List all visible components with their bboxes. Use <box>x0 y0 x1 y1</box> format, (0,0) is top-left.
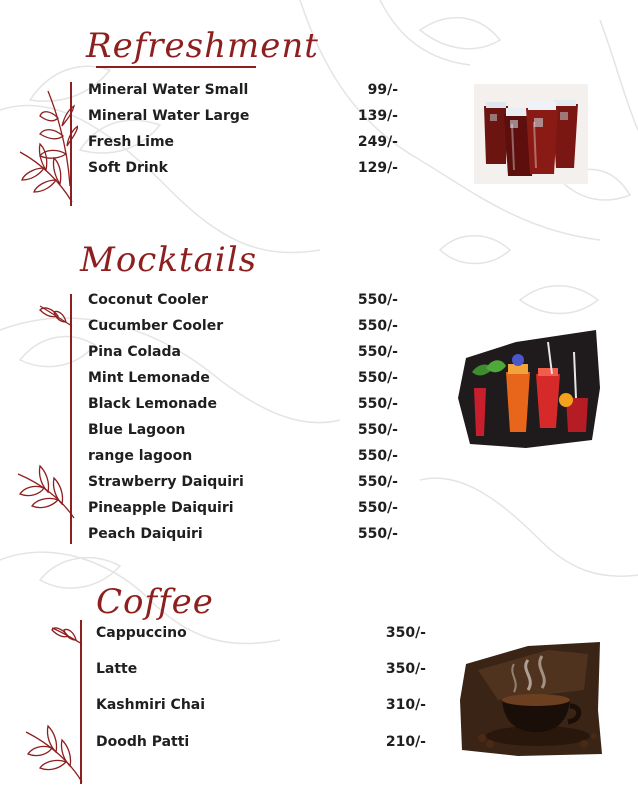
menu-item-name: Kashmiri Chai <box>96 697 206 713</box>
menu-item-name: Cappuccino <box>96 625 187 641</box>
leaf-sprig-icon <box>22 714 86 784</box>
menu-item-price: 99/- <box>367 82 398 98</box>
menu-item-name: Doodh Patti <box>96 734 190 750</box>
leaf-sprig-icon <box>16 122 76 202</box>
mocktail-glasses-image <box>456 328 602 450</box>
menu-item-price: 249/- <box>357 134 398 150</box>
menu-item-name: Pina Colada <box>88 344 181 360</box>
leaf-sprig-icon <box>38 296 74 330</box>
menu-item-price: 550/- <box>357 292 398 308</box>
menu-item-name: Mineral Water Large <box>88 108 250 124</box>
menu-item-price: 550/- <box>357 500 398 516</box>
menu-item-name: Strawberry Daiquiri <box>88 474 244 490</box>
menu-item-name: Latte <box>96 661 138 677</box>
menu-item-price: 350/- <box>385 625 426 641</box>
menu-item-name: Cucumber Cooler <box>88 318 224 334</box>
menu-item-price: 550/- <box>357 370 398 386</box>
menu-item-price: 550/- <box>357 344 398 360</box>
coffee-cup-image <box>458 640 604 758</box>
menu-item-name: Fresh Lime <box>88 134 175 150</box>
menu-item-price: 129/- <box>357 160 398 176</box>
menu-item-name: Peach Daiquiri <box>88 526 203 542</box>
menu-item-price: 210/- <box>385 734 426 750</box>
menu-item-name: Black Lemonade <box>88 396 217 412</box>
menu-item-price: 139/- <box>357 108 398 124</box>
leaf-sprig-icon <box>14 454 78 520</box>
menu-item-price: 550/- <box>357 526 398 542</box>
refreshment-title: Refreshment <box>86 26 319 66</box>
menu-item-name: Soft Drink <box>88 160 168 176</box>
menu-item-name: range lagoon <box>88 448 193 464</box>
coffee-title: Coffee <box>96 582 214 622</box>
leaf-sprig-icon <box>50 618 84 648</box>
menu-item-name: Pineapple Daiquiri <box>88 500 234 516</box>
menu-item-price: 550/- <box>357 422 398 438</box>
menu-item-name: Mineral Water Small <box>88 82 249 98</box>
mocktails-title: Mocktails <box>80 240 258 280</box>
cola-glasses-image <box>474 84 588 184</box>
menu-item-price: 350/- <box>385 661 426 677</box>
menu-item-price: 550/- <box>357 448 398 464</box>
menu-item-price: 550/- <box>357 474 398 490</box>
menu-item-name: Coconut Cooler <box>88 292 209 308</box>
menu-item-price: 550/- <box>357 396 398 412</box>
menu-item-price: 550/- <box>357 318 398 334</box>
menu-item-price: 310/- <box>385 697 426 713</box>
refreshment-title-underline <box>96 66 256 68</box>
menu-item-name: Blue Lagoon <box>88 422 186 438</box>
menu-item-name: Mint Lemonade <box>88 370 210 386</box>
